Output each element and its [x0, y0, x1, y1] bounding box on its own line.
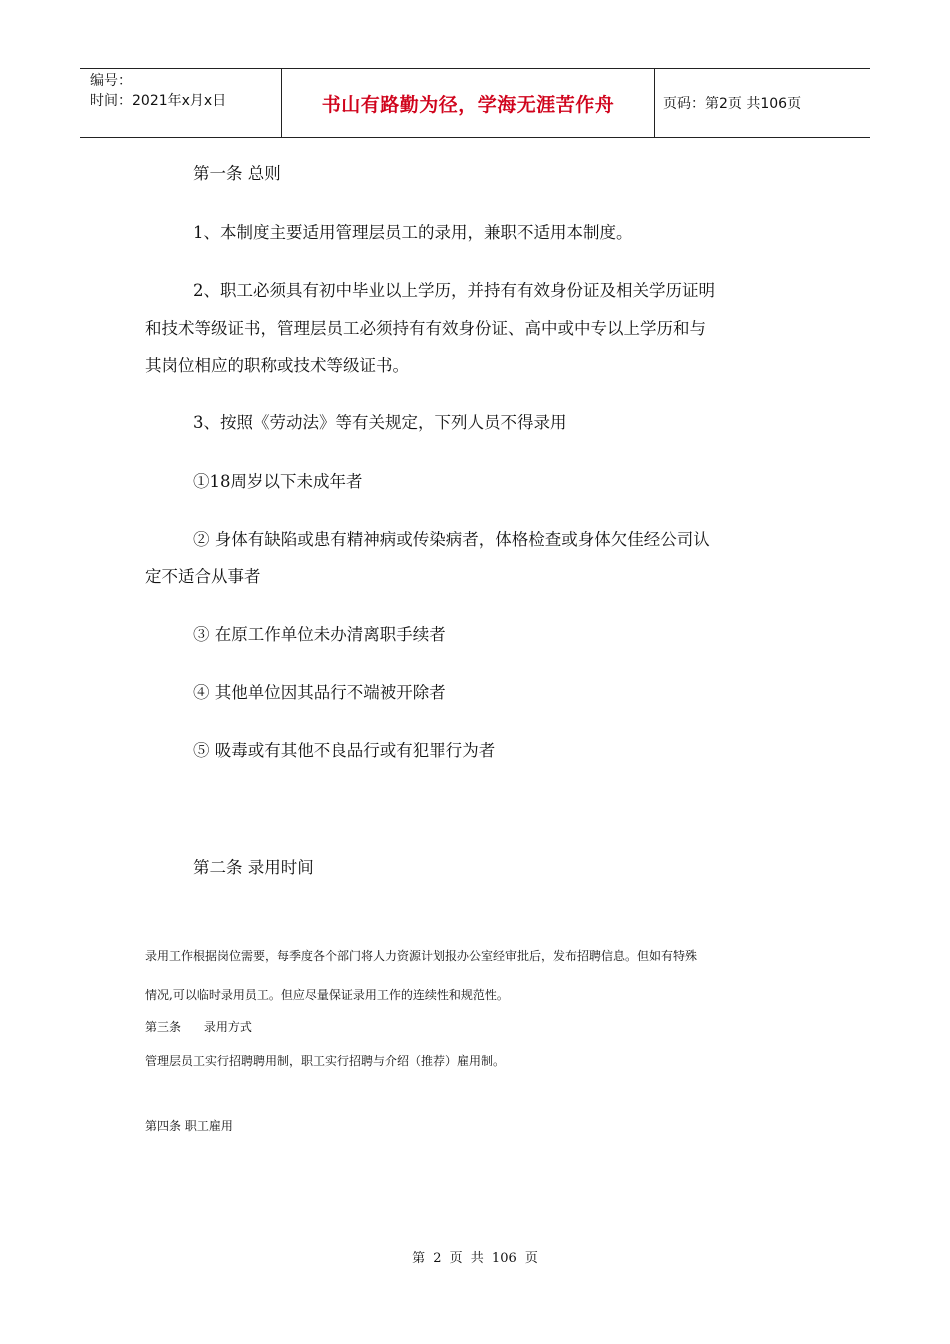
article4-title: 第四条 职工雇用	[145, 1119, 233, 1133]
article3-text: 管理层员工实行招聘聘用制，职工实行招聘与介绍（推荐）雇用制。	[145, 1054, 506, 1068]
sub-item5: ⑤ 吸毒或有其他不良品行或有犯罪行为者	[193, 741, 496, 760]
sub-item3: ③ 在原工作单位未办清离职手续者	[193, 625, 446, 644]
header-right-cell	[655, 69, 870, 137]
article1-title: 第一条 总则	[193, 164, 281, 183]
sub-item4: ④ 其他单位因其品行不端被开除者	[193, 683, 446, 702]
item2-line1: 2、职工必须具有初中毕业以上学历，并持有有效身份证及相关学历证明	[193, 281, 715, 300]
page-footer: 第 2 页 共 106 页	[412, 1251, 538, 1266]
article3-title: 第三条 录用方式	[145, 1020, 252, 1034]
header-left-cell	[80, 69, 282, 137]
article2-line1: 录用工作根据岗位需要，每季度各个部门将人力资源计划报办公室经审批后，发布招聘信息。但如有特殊	[145, 949, 698, 963]
article2-line2: 情况,可以临时录用员工。但应尽量保证录用工作的连续性和规范性。	[145, 988, 509, 1002]
page-header	[80, 68, 870, 138]
header-page-info: 页码：第2页 共106页	[663, 96, 802, 112]
item3-text: 3、按照《劳动法》等有关规定，下列人员不得录用	[193, 413, 567, 432]
sub-item2-line1: ② 身体有缺陷或患有精神病或传染病者，体格检查或身体欠佳经公司认	[193, 530, 710, 549]
header-middle-cell	[282, 69, 655, 137]
article2-title: 第二条 录用时间	[193, 858, 314, 877]
item2-line3: 其岗位相应的职称或技术等级证书。	[145, 356, 409, 375]
sub-item1: ①18周岁以下未成年者	[193, 472, 363, 491]
header-motto: 书山有路勤为径，学海无涯苦作舟	[321, 93, 615, 116]
document-number-label: 编号：	[90, 73, 132, 89]
document-date: 时间：2021年x月x日	[90, 93, 227, 109]
item1-text: 1、本制度主要适用管理层员工的录用，兼职不适用本制度。	[193, 223, 633, 242]
sub-item2-line2: 定不适合从事者	[145, 567, 261, 586]
item2-line2: 和技术等级证书，管理层员工必须持有有效身份证、高中或中专以上学历和与	[145, 319, 706, 338]
